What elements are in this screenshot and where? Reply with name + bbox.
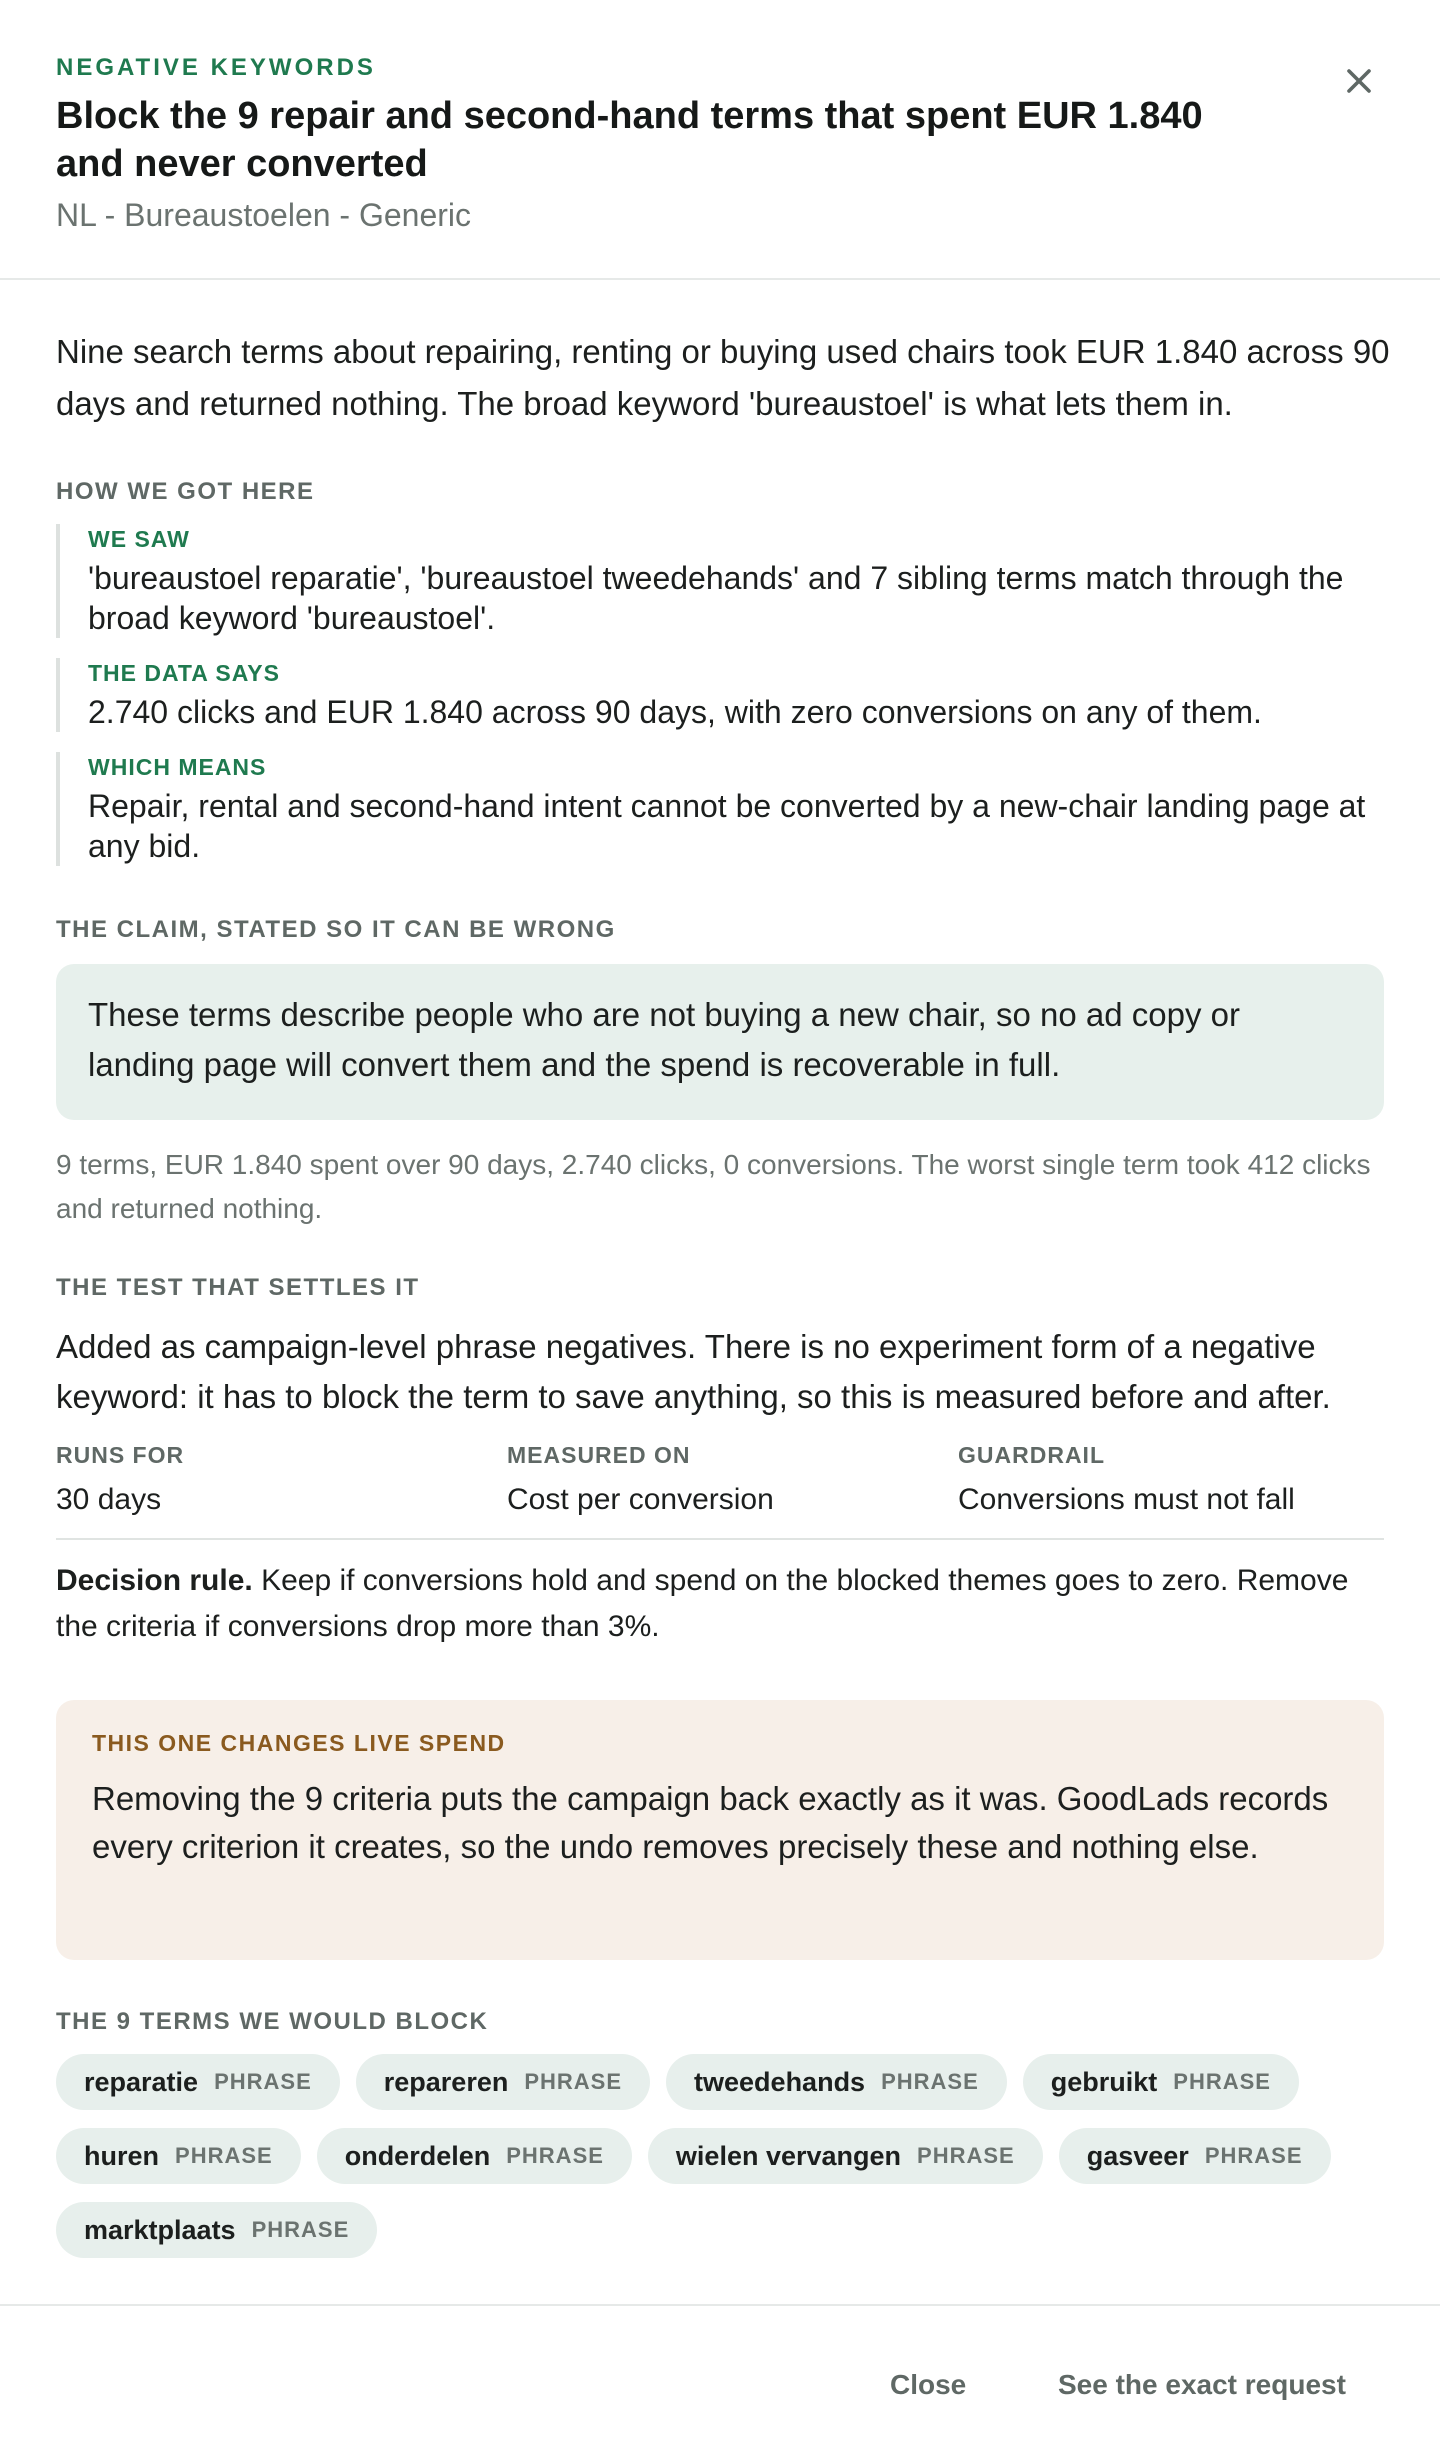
step-text: 'bureaustoel reparatie', 'bureaustoel tweedehands' and 7 sibling terms match through the broad keyword 'bureaustoel'. xyxy=(88,560,1344,636)
chip-row xyxy=(56,2128,1396,2184)
metric-label: GUARDRAIL xyxy=(958,1442,1105,1468)
reasoning-step xyxy=(56,524,1396,638)
reasoning-step xyxy=(56,752,1396,866)
chip-match-type: PHRASE xyxy=(251,2217,350,2242)
decision-rule xyxy=(56,1558,1396,1650)
campaign-name: NL - Bureaustoelen - Generic xyxy=(56,197,472,233)
term-chip xyxy=(1059,2128,1331,2184)
chip-match-type: PHRASE xyxy=(1173,2069,1271,2094)
metric-label: MEASURED ON xyxy=(507,1442,691,1468)
term-chip xyxy=(56,2128,301,2184)
chip-term: huren xyxy=(84,2140,160,2171)
metric-label: RUNS FOR xyxy=(56,1442,185,1468)
divider xyxy=(56,1538,1384,1540)
metric-runs-for xyxy=(56,1442,184,1517)
term-chip xyxy=(356,2054,650,2110)
term-chip xyxy=(1023,2054,1299,2110)
chip-match-type: PHRASE xyxy=(214,2069,312,2094)
metric-guardrail xyxy=(958,1442,1295,1517)
modal-header xyxy=(0,0,1440,280)
step-text: Repair, rental and second-hand intent cannot be converted by a new-chair landing page at any bid. xyxy=(88,788,1366,864)
term-chip-list xyxy=(56,2054,1396,2276)
chip-term: wielen vervangen xyxy=(675,2140,902,2171)
modal-footer xyxy=(0,2304,1440,2460)
step-label: WHICH MEANS xyxy=(88,754,267,780)
chip-match-type: PHRASE xyxy=(175,2143,273,2168)
close-icon-glyph xyxy=(1336,58,1382,104)
reasoning-label: HOW WE GOT HERE xyxy=(56,478,315,505)
metric-measured-on xyxy=(507,1442,774,1517)
see-request-button[interactable]: See the exact request xyxy=(1058,2362,1346,2408)
term-chip xyxy=(666,2054,1007,2110)
chip-term: onderdelen xyxy=(344,2140,491,2171)
chip-term: gasveer xyxy=(1086,2140,1189,2171)
chip-term: repareren xyxy=(383,2066,509,2097)
term-chip xyxy=(56,2054,340,2110)
chip-term: reparatie xyxy=(84,2066,199,2097)
claim-box xyxy=(56,964,1384,1120)
chip-term: gebruikt xyxy=(1050,2066,1158,2097)
reasoning-step xyxy=(56,658,1396,732)
chip-match-type: PHRASE xyxy=(1204,2143,1303,2168)
live-spend-warning xyxy=(56,1700,1384,1960)
chip-match-type: PHRASE xyxy=(881,2069,979,2094)
chip-row xyxy=(56,2202,1396,2258)
metric-value: Conversions must not fall xyxy=(958,1483,1295,1516)
claim-evidence: 9 terms, EUR 1.840 spent over 90 days, 2.740 clicks, 0 conversions. The worst single term took 412 clicks and returned nothing. xyxy=(56,1149,1371,1224)
term-chip xyxy=(317,2128,632,2184)
chip-row xyxy=(56,2054,1396,2110)
term-chip xyxy=(648,2128,1043,2184)
chip-term: marktplaats xyxy=(84,2214,236,2245)
warning-title: THIS ONE CHANGES LIVE SPEND xyxy=(92,1730,506,1756)
terms-label: THE 9 TERMS WE WOULD BLOCK xyxy=(56,2008,489,2035)
step-label: WE SAW xyxy=(88,526,190,552)
chip-term: tweedehands xyxy=(694,2066,866,2097)
decision-rule-label: Decision rule. xyxy=(56,1564,253,1597)
step-text: 2.740 clicks and EUR 1.840 across 90 days, with zero conversions on any of them. xyxy=(88,694,1262,730)
test-label: THE TEST THAT SETTLES IT xyxy=(56,1274,420,1301)
modal-eyebrow: NEGATIVE KEYWORDS xyxy=(56,54,376,81)
test-text: Added as campaign-level phrase negatives. There is no experiment form of a negative keyword: it has to block the term to save anything, so this is measured before and after. xyxy=(56,1328,1331,1415)
summary-text: Nine search terms about repairing, renting or buying used chairs took EUR 1.840 across 90 days and returned nothing. The broad keyword 'bureaustoel' is what lets them in. xyxy=(56,333,1390,422)
term-chip xyxy=(56,2202,377,2258)
close-icon[interactable] xyxy=(1336,58,1382,104)
chip-match-type: PHRASE xyxy=(524,2069,623,2094)
step-label: THE DATA SAYS xyxy=(88,660,280,686)
decision-rule-text: Keep if conversions hold and spend on the blocked themes goes to zero. Remove the criteria if conversions drop more than 3%. xyxy=(56,1564,1349,1643)
close-button[interactable]: Close xyxy=(890,2362,966,2408)
metric-value: Cost per conversion xyxy=(507,1483,774,1516)
claim-label: THE CLAIM, STATED SO IT CAN BE WRONG xyxy=(56,916,616,943)
chip-match-type: PHRASE xyxy=(506,2143,604,2168)
metric-value: 30 days xyxy=(56,1483,162,1516)
chip-match-type: PHRASE xyxy=(917,2143,1015,2168)
modal-title: Block the 9 repair and second-hand terms that spent EUR 1.840 and never converted xyxy=(56,95,1203,185)
warning-text: Removing the 9 criteria puts the campaign back exactly as it was. GoodLads records every criterion it creates, so the undo removes precisely these and nothing else. xyxy=(92,1780,1329,1865)
claim-text: These terms describe people who are not buying a new chair, so no ad copy or landing page will convert them and the spend is recoverable in full. xyxy=(88,996,1241,1083)
